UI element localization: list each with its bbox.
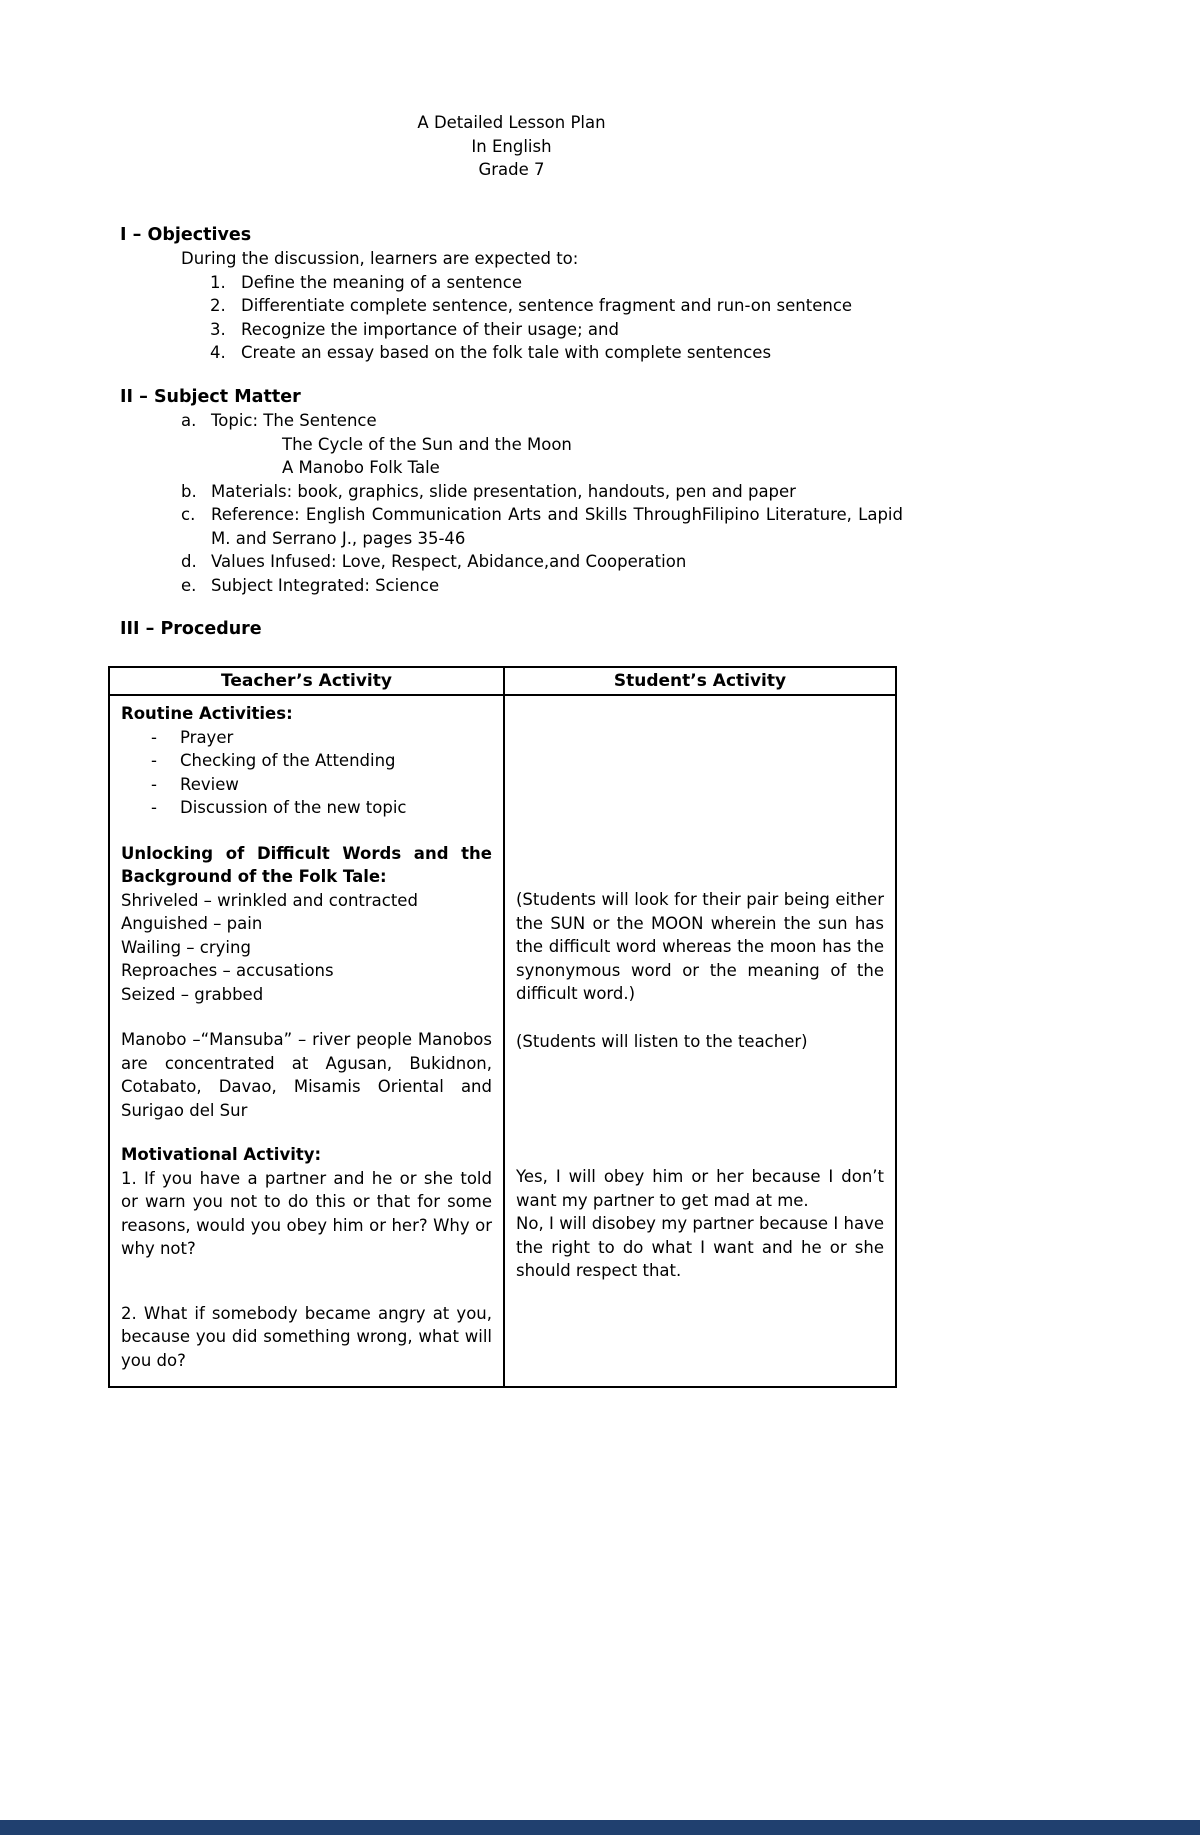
objective-item — [120, 294, 903, 318]
subject-matter-item — [120, 480, 903, 504]
dash-bullet: - — [151, 798, 157, 817]
lesson-plan-document — [120, 0, 903, 1388]
dash-bullet: - — [151, 727, 157, 747]
routine-item-text: Prayer — [180, 727, 234, 747]
topic-subline: A Manobo Folk Tale — [282, 458, 440, 477]
routine-item — [121, 796, 492, 820]
item-text: Subject Integrated: Science — [211, 575, 440, 595]
item-text: Reference: English Communication Arts and Skills ThroughFilipino Literature, Lapid M. and Serrano J., pages 35-46 — [211, 505, 903, 548]
teacher-activity-header: Teacher’s Activity — [110, 668, 505, 695]
student-answer-no: No, I will disobey my partner because I have the right to do what I want and he or she should respect that. — [516, 1214, 884, 1280]
title-line-1: A Detailed Lesson Plan — [417, 113, 606, 132]
topic-line: Topic: The Sentence — [211, 411, 377, 430]
objective-number: 2. — [210, 296, 226, 315]
vocab-line: Shriveled – wrinkled and contracted — [121, 890, 418, 910]
manobo-background-text: Manobo –“Mansuba” – river people Manobos are concentrated at Agusan, Bukidnon, Cotabato, Davao, Misamis Oriental and Surigao del Sur — [121, 1030, 492, 1120]
vocab-line: Wailing – crying — [121, 937, 251, 957]
item-text: Materials: book, graphics, slide presentation, handouts, pen and paper — [211, 481, 796, 501]
dash-bullet: - — [151, 751, 157, 770]
objective-item — [120, 271, 903, 295]
subject-matter-item — [120, 574, 903, 598]
title-line-2: In English — [471, 136, 552, 156]
unlocking-words-heading: Unlocking of Difficult Words and the Background of the Folk Tale: — [121, 843, 492, 886]
routine-item-text: Discussion of the new topic — [180, 798, 407, 817]
routine-item — [121, 726, 492, 750]
routine-item — [121, 773, 492, 797]
student-listen-text: (Students will listen to the teacher) — [516, 1031, 808, 1051]
document-title-block — [120, 0, 903, 182]
motivational-question-1: 1. If you have a partner and he or she told or warn you not to do this or that for some reasons, would you obey him or her? Why or why not? — [121, 1168, 492, 1258]
objective-text: Define the meaning of a sentence — [241, 272, 522, 292]
dash-bullet: - — [151, 774, 157, 794]
objective-text: Differentiate complete sentence, sentence fragment and run-on sentence — [241, 296, 853, 315]
subject-matter-section — [120, 386, 903, 598]
objective-text: Create an essay based on the folk tale with complete sentences — [241, 343, 772, 362]
vocab-line: Seized – grabbed — [121, 984, 264, 1004]
objective-number: 3. — [210, 319, 226, 339]
item-letter: e. — [181, 575, 197, 595]
routine-item — [121, 749, 492, 773]
procedure-heading: III – Procedure — [120, 619, 262, 639]
item-letter: d. — [181, 552, 197, 571]
student-activity-header: Student’s Activity — [613, 670, 787, 691]
item-text: Values Infused: Love, Respect, Abidance,and Cooperation — [211, 552, 687, 571]
motivational-question-2: 2. What if somebody became angry at you, because you did something wrong, what will you do? — [121, 1303, 492, 1370]
objective-number: 4. — [210, 343, 226, 362]
objective-item — [120, 318, 903, 342]
item-text — [211, 409, 903, 480]
objective-number: 1. — [210, 272, 226, 292]
topic-subline: The Cycle of the Sun and the Moon — [282, 434, 572, 454]
objectives-section — [120, 224, 903, 365]
subject-matter-heading: II – Subject Matter — [120, 386, 301, 407]
title-line-3: Grade 7 — [478, 160, 545, 179]
subject-matter-item — [120, 409, 903, 480]
routine-activities-heading: Routine Activities: — [121, 704, 293, 723]
motivational-activity-heading: Motivational Activity: — [121, 1145, 322, 1164]
student-pair-activity-text: (Students will look for their pair being either the SUN or the MOON wherein the sun has the difficult word whereas the moon has the synonymous word or the meaning of the difficult word.) — [516, 890, 884, 1003]
objectives-heading: I – Objectives — [120, 224, 252, 245]
student-answer-yes: Yes, I will obey him or her because I don’t want my partner to get mad at me. — [516, 1167, 884, 1210]
subject-matter-item — [120, 550, 903, 574]
item-letter: a. — [181, 411, 197, 430]
procedure-table-header-row — [110, 668, 895, 697]
objective-text: Recognize the importance of their usage; and — [241, 319, 619, 339]
objectives-intro: During the discussion, learners are expected to: — [181, 249, 579, 268]
vocab-line: Reproaches – accusations — [121, 961, 334, 980]
routine-item-text: Review — [180, 774, 239, 794]
student-activity-cell — [505, 696, 895, 1386]
teacher-activity-cell — [110, 696, 505, 1386]
procedure-table — [108, 666, 897, 1389]
procedure-section — [120, 618, 903, 1388]
routine-item-text: Checking of the Attending — [180, 751, 396, 770]
subject-matter-item — [120, 503, 903, 550]
objective-item — [120, 341, 903, 365]
procedure-table-body-row — [110, 696, 895, 1386]
bottom-edge-bar — [0, 1820, 1200, 1835]
item-letter: b. — [181, 481, 197, 501]
item-letter: c. — [181, 505, 196, 524]
vocab-line: Anguished – pain — [121, 914, 263, 933]
